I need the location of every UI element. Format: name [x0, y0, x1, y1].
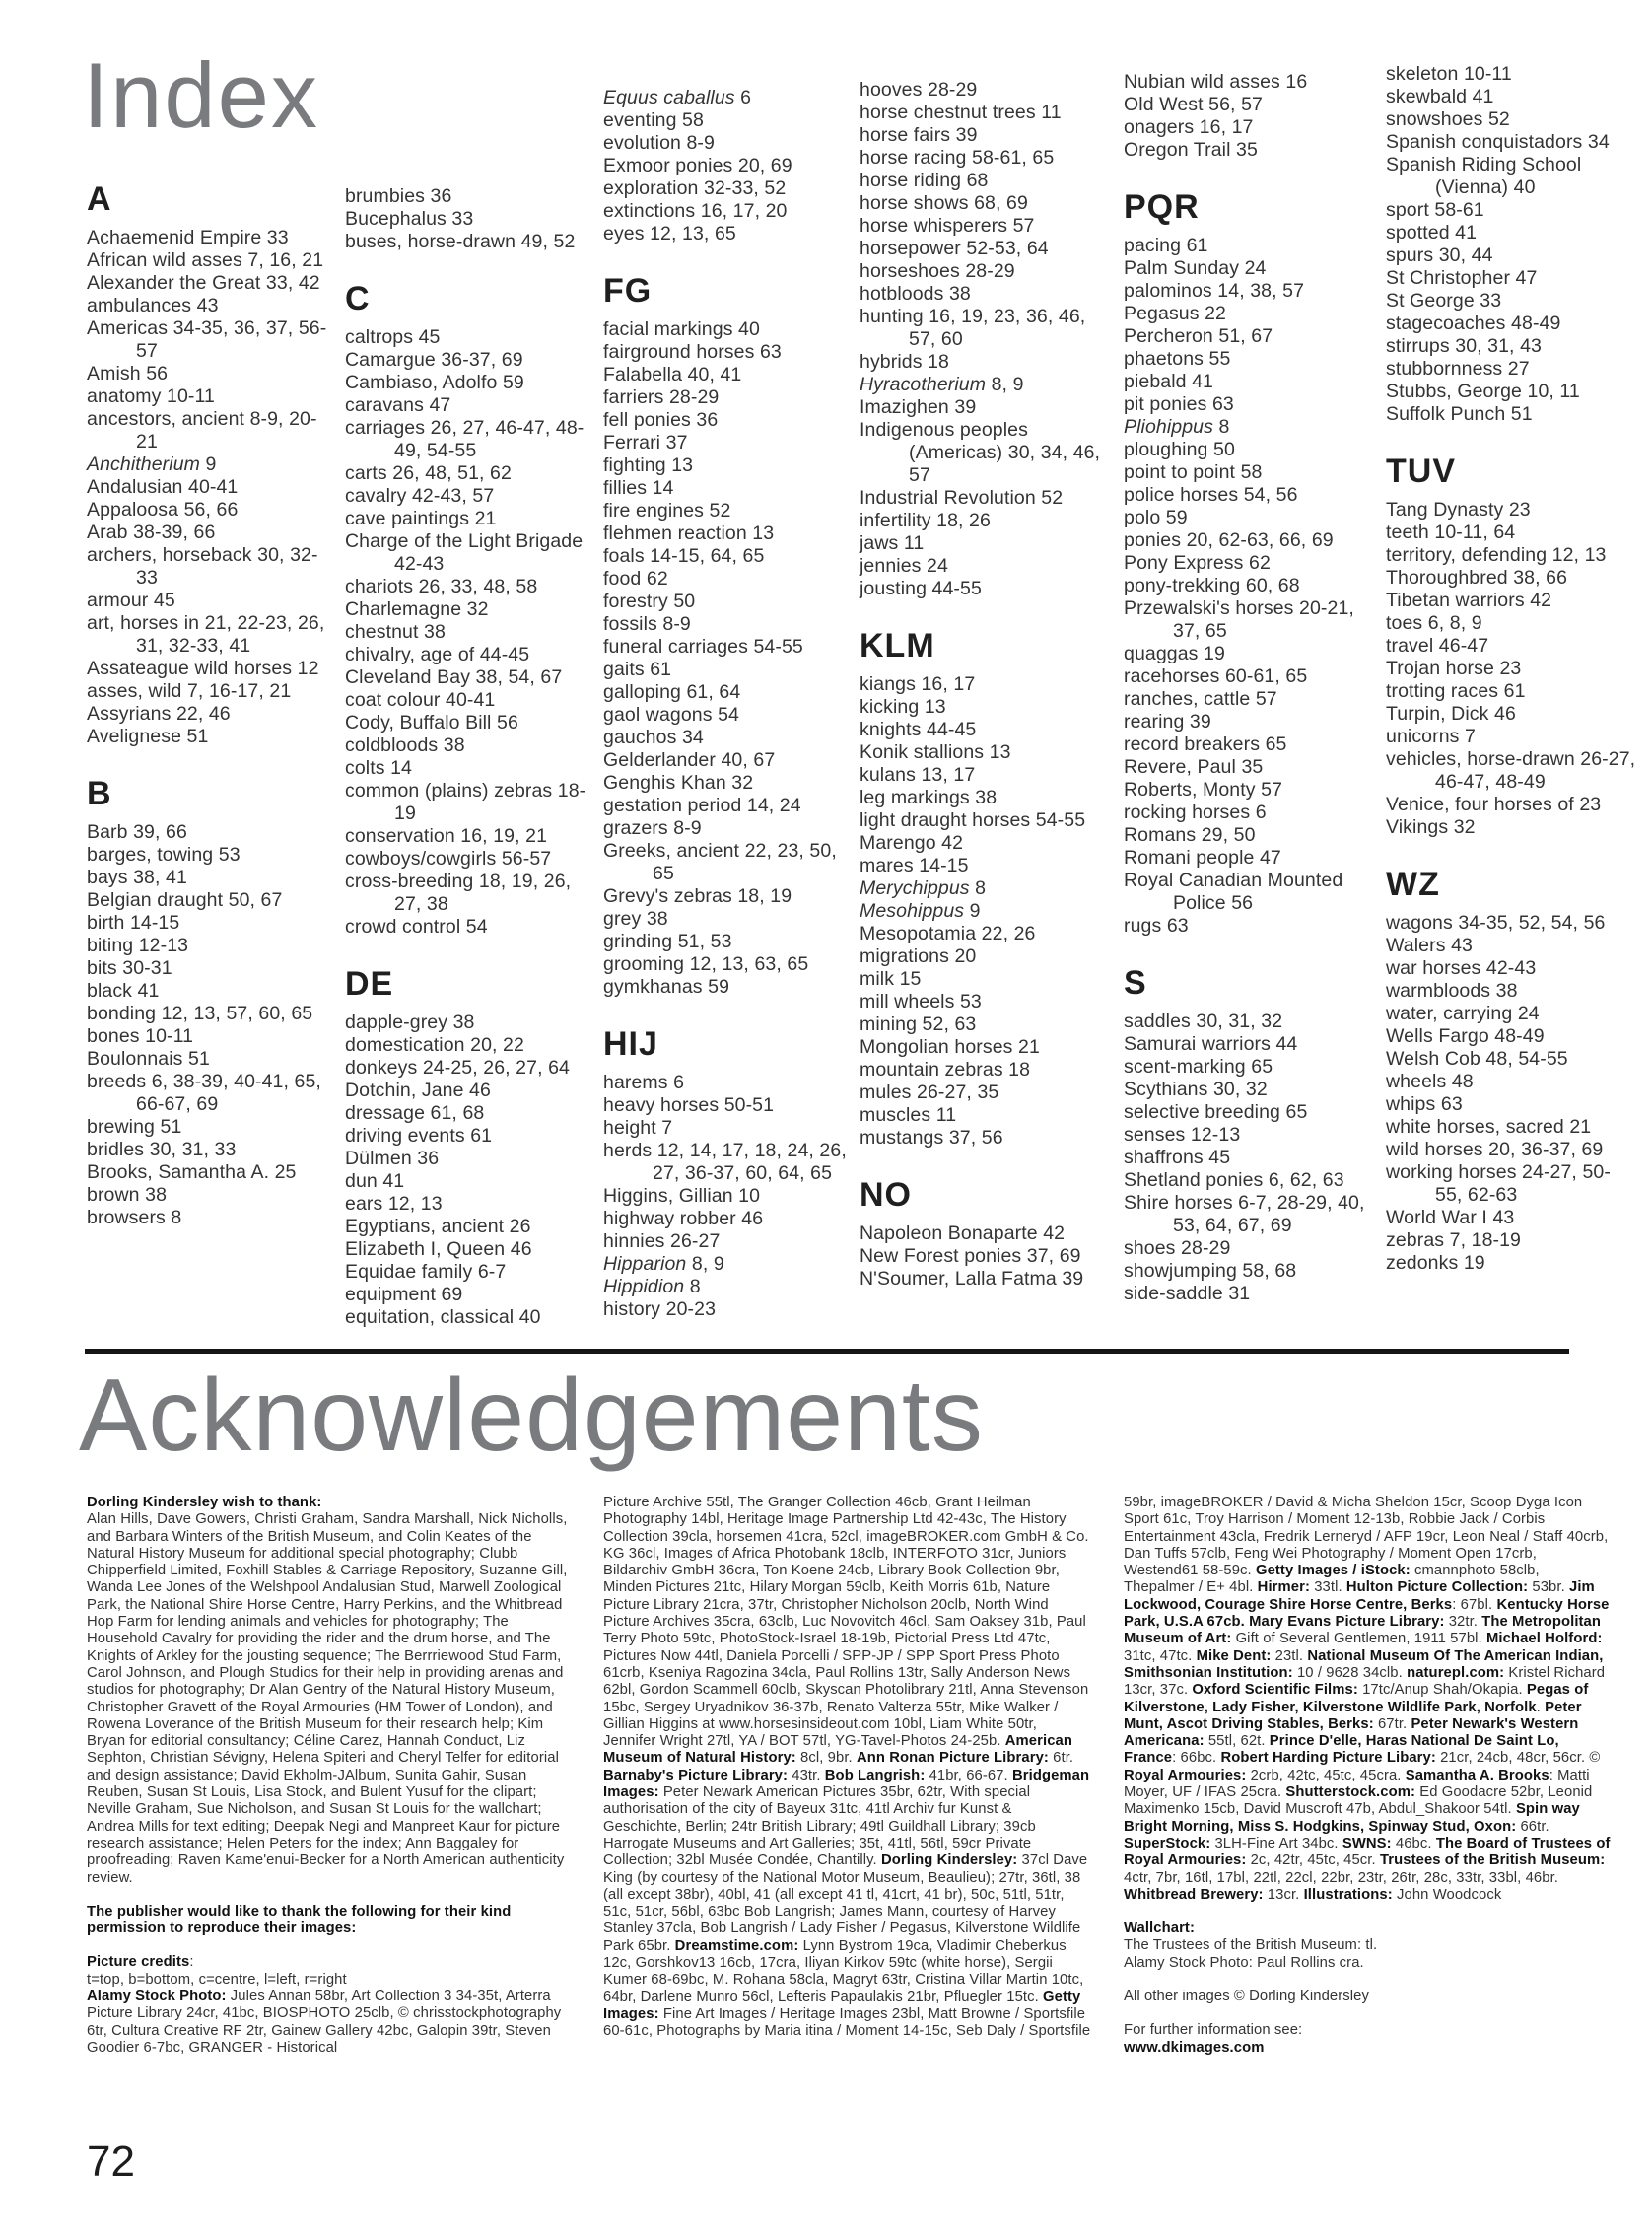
index-entry: zebras 7, 18-19 — [1386, 1229, 1522, 1251]
index-entry: Belgian draught 50, 67 — [87, 889, 283, 911]
index-entry: horse riding 68 — [860, 170, 989, 191]
index-entry: ploughing 50 — [1124, 439, 1235, 460]
index-entry: unicorns 7 — [1386, 726, 1476, 747]
index-entry: Anchitherium 9 — [87, 454, 217, 475]
index-entry: Spanish conquistadors 34 — [1386, 131, 1610, 153]
index-entry: Walers 43 — [1386, 935, 1473, 956]
index-entry: funeral carriages 54-55 — [603, 636, 803, 658]
acknowledgements-column — [87, 1495, 577, 2073]
index-entry: brown 38 — [87, 1184, 168, 1206]
index-entry: Mongolian horses 21 — [860, 1036, 1040, 1058]
ack-paragraph: For further information see: www.dkimages.com — [1124, 2022, 1303, 2056]
index-entry: bonding 12, 13, 57, 60, 65 — [87, 1003, 313, 1024]
index-entry: Amish 56 — [87, 363, 169, 384]
index-entry: bits 30-31 — [87, 957, 172, 979]
index-section-heading: S — [1124, 964, 1147, 1002]
index-entry: equipment 69 — [345, 1284, 463, 1305]
index-entry: warmbloods 38 — [1386, 980, 1518, 1002]
index-entry: Cambiaso, Adolfo 59 — [345, 372, 524, 393]
index-entry: Bucephalus 33 — [345, 208, 474, 230]
index-entry: history 20-23 — [603, 1298, 717, 1320]
index-entry: Marengo 42 — [860, 832, 964, 854]
index-entry: shoes 28-29 — [1124, 1237, 1231, 1259]
index-entry: Exmoor ponies 20, 69 — [603, 155, 792, 176]
index-entry: Ferrari 37 — [603, 432, 688, 454]
index-entry: skeleton 10-11 — [1386, 63, 1512, 85]
ack-paragraph: Picture credits: t=top, b=bottom, c=centre, l=left, r=right Alamy Stock Photo: Jules Annan 58br, Art Collection 3 34-35t, Arterra Picture Library 24cr, 41bc, BIOSPHOTO 25clb, © chrisstockphotography 6tr, Cultura Creative RF 2tr, Gainew Gallery 42bc, Galopin 39tr, Steven Goodier 6-7bc, GRANGER - Historical — [87, 1954, 562, 2056]
index-entry: dapple-grey 38 — [345, 1012, 475, 1033]
index-section-heading: FG — [603, 272, 653, 310]
index-entry: Welsh Cob 48, 54-55 — [1386, 1048, 1568, 1070]
index-entry: bays 38, 41 — [87, 867, 187, 888]
index-entry: trotting races 61 — [1386, 680, 1526, 702]
index-entry: New Forest ponies 37, 69 — [860, 1245, 1081, 1267]
index-entry: ambulances 43 — [87, 295, 219, 316]
index-entry: cave paintings 21 — [345, 508, 497, 529]
index-entry: highway robber 46 — [603, 1208, 764, 1229]
index-entry: Arab 38-39, 66 — [87, 522, 216, 543]
index-entry: armour 45 — [87, 590, 175, 611]
index-entry: rugs 63 — [1124, 915, 1189, 937]
index-entry: gaits 61 — [603, 659, 672, 680]
index-entry: Boulonnais 51 — [87, 1048, 210, 1070]
index-entry: fossils 8-9 — [603, 613, 691, 635]
index-entry: jennies 24 — [860, 555, 948, 577]
index-entry: coldbloods 38 — [345, 734, 465, 756]
index-entry: grinding 51, 53 — [603, 931, 732, 952]
index-entry: St George 33 — [1386, 290, 1502, 312]
index-entry: Greeks, ancient 22, 23, 50, 65 — [603, 840, 837, 884]
index-entry: kulans 13, 17 — [860, 764, 976, 786]
index-entry: hunting 16, 19, 23, 36, 46, 57, 60 — [860, 306, 1086, 350]
index-column — [1124, 71, 1374, 1305]
acknowledgements-column — [603, 1495, 1093, 2058]
index-entry: Barb 39, 66 — [87, 821, 187, 843]
index-entry: Americas 34-35, 36, 37, 56-57 — [87, 317, 327, 362]
index-entry: Pegasus 22 — [1124, 303, 1226, 324]
ack-paragraph: The publisher would like to thank the following for their kind permission to reproduce their images: — [87, 1903, 512, 1937]
index-entry: height 7 — [603, 1117, 673, 1139]
index-entry: caltrops 45 — [345, 326, 441, 348]
index-section-heading: C — [345, 280, 371, 317]
acknowledgements-column — [1124, 1495, 1614, 2073]
index-entry: Trojan horse 23 — [1386, 658, 1522, 679]
index-entry: gymkhanas 59 — [603, 976, 730, 998]
index-entry: facial markings 40 — [603, 318, 760, 340]
index-entry: pony-trekking 60, 68 — [1124, 575, 1300, 596]
index-entry: point to point 58 — [1124, 461, 1263, 483]
index-entry: working horses 24-27, 50-55, 62-63 — [1386, 1161, 1611, 1206]
index-entry: fell ponies 36 — [603, 409, 719, 431]
index-entry: Romani people 47 — [1124, 847, 1281, 869]
index-entry: Camargue 36-37, 69 — [345, 349, 523, 371]
index-entry: caravans 47 — [345, 394, 451, 416]
index-entry: teeth 10-11, 64 — [1386, 522, 1516, 543]
index-entry: hooves 28-29 — [860, 79, 978, 101]
index-entry: Gelderlander 40, 67 — [603, 749, 776, 771]
index-entry: mares 14-15 — [860, 855, 969, 876]
index-entry: Tibetan warriors 42 — [1386, 590, 1552, 611]
index-entry: carts 26, 48, 51, 62 — [345, 462, 512, 484]
index-entry: chivalry, age of 44-45 — [345, 644, 530, 665]
index-entry: grooming 12, 13, 63, 65 — [603, 953, 809, 975]
index-section-heading: DE — [345, 965, 394, 1003]
index-section-heading: HIJ — [603, 1025, 658, 1063]
index-entry: fire engines 52 — [603, 500, 731, 522]
index-entry: wheels 48 — [1386, 1071, 1474, 1092]
index-entry: Spanish Riding School (Vienna) 40 — [1386, 154, 1582, 198]
index-entry: horse chestnut trees 11 — [860, 102, 1062, 123]
index-entry: migrations 20 — [860, 945, 977, 967]
index-entry: carriages 26, 27, 46-47, 48-49, 54-55 — [345, 417, 585, 461]
ack-paragraph: 59br, imageBROKER / David & Micha Sheldon 15cr, Scoop Dyga Icon Sport 61c, Troy Harrison / Moment 12-13b, Robbie Jack / Corbis Entertainment 43cla, Fredrik Lerneryd / AFP 19cr, Leon Neal / Staff 40crb, Dan Tuffs 57clb, Feng Wei Photography / Moment Open 17crb, Westend61 58-59c. Getty Images / iStock: cmannphoto 58clb, Thepalmer / E+ 4bl. Hirmer: 33tl. Hulton Picture Collection: 53br. Jim Lockwood, Courage Shire Horse Centre, Berks: 67bl. Kentucky Horse Park, U.S.A 67cb. Mary Evans Picture Library: 32tr. The Metropolitan Museum of Art: Gift of Several Gentlemen, 1911 57bl. Michael Holford: 31tc, 47tc. Mike Dent: 23tl. National Museum Of The American Indian, Smithsonian Institution: 10 / 9628 34clb. naturepl.com: Kristel Richard 13cr, 37c. Oxford Scientific Films: 17tc/Anup Shah/Okapia. Pegas of Kilverstone, Lady Fisher, Kilverstone Wildlife Park, Norfolk. Peter Munt, Ascot Driving Stables, Berks: 67tr. Peter Newark's Western Americana: 55tl, 62t. Prince D'elle, Haras National De Saint Lo, France: 66bc. Robert Harding Picture Libary: 21cr, 24cb, 48cr, 56cr. © Royal Armouries: 2crb, 42tc, 45tc, 45cra. Samantha A. Brooks: Matti Moyer, UF / IFAS 25cra. Shutterstock.com: Ed Goodacre 52br, Leonid Maximenko 15cb, David Muscroft 47b, Abdul_Shakoor 54tl. Spin way Bright Morning, Miss S. Hodgkins, Spinway Stud, Oxon: 66tr. SuperStock: 3LH-Fine Art 34bc. SWNS: 46bc. The Board of Trustees of Royal Armouries: 2c, 42tr, 45tc, 45cr. Trustees of the British Museum: 4ctr, 7br, 16tl, 17bl, 22tl, 22cl, 22br, 23tr, 26tr, 28c, 33tr, 33bl, 46br. Whitbread Brewery: 13cr. Illustrations: John Woodcock — [1124, 1495, 1611, 1903]
index-entry: chariots 26, 33, 48, 58 — [345, 576, 538, 597]
index-entry: driving events 61 — [345, 1125, 493, 1147]
index-entry: pit ponies 63 — [1124, 393, 1234, 415]
index-entry: flehmen reaction 13 — [603, 523, 775, 544]
index-entry: equitation, classical 40 — [345, 1306, 541, 1328]
index-entry: rocking horses 6 — [1124, 802, 1267, 823]
index-entry: sport 58-61 — [1386, 199, 1484, 221]
index-entry: jousting 44-55 — [860, 578, 982, 599]
index-entry: stubbornness 27 — [1386, 358, 1530, 380]
index-entry: horsepower 52-53, 64 — [860, 238, 1049, 259]
index-entry: ranches, cattle 57 — [1124, 688, 1277, 710]
index-entry: piebald 41 — [1124, 371, 1213, 392]
index-entry: evolution 8-9 — [603, 132, 715, 154]
index-entry: Konik stallions 13 — [860, 741, 1011, 763]
index-entry: mill wheels 53 — [860, 991, 982, 1012]
index-entry: racehorses 60-61, 65 — [1124, 665, 1308, 687]
index-entry: skewbald 41 — [1386, 86, 1494, 107]
index-entry: Industrial Revolution 52 — [860, 487, 1064, 509]
index-entry: Falabella 40, 41 — [603, 364, 742, 385]
index-entry: ears 12, 13 — [345, 1193, 443, 1215]
index-entry: Samurai warriors 44 — [1124, 1033, 1298, 1055]
index-entry: Tang Dynasty 23 — [1386, 499, 1531, 521]
index-entry: travel 46-47 — [1386, 635, 1489, 657]
index-entry: kiangs 16, 17 — [860, 673, 976, 695]
index-entry: Napoleon Bonaparte 42 — [860, 1222, 1066, 1244]
index-entry: horse shows 68, 69 — [860, 192, 1028, 214]
index-entry: infertility 18, 26 — [860, 510, 991, 531]
index-entry: Roberts, Monty 57 — [1124, 779, 1283, 801]
index-entry: polo 59 — [1124, 507, 1188, 528]
index-entry: Percheron 51, 67 — [1124, 325, 1273, 347]
index-column — [603, 87, 854, 1321]
index-entry: chestnut 38 — [345, 621, 446, 643]
index-entry: territory, defending 12, 13 — [1386, 544, 1607, 566]
index-entry: Shetland ponies 6, 62, 63 — [1124, 1169, 1344, 1191]
index-entry: gaol wagons 54 — [603, 704, 740, 726]
index-entry: dun 41 — [345, 1170, 405, 1192]
index-entry: toes 6, 8, 9 — [1386, 612, 1482, 634]
index-entry: brumbies 36 — [345, 185, 452, 207]
page-title: Index — [83, 43, 319, 147]
index-entry: donkeys 24-25, 26, 27, 64 — [345, 1057, 570, 1079]
index-entry: record breakers 65 — [1124, 733, 1287, 755]
index-entry: Equidae family 6-7 — [345, 1261, 507, 1283]
index-entry: ancestors, ancient 8-9, 20-21 — [87, 408, 317, 453]
index-entry: galloping 61, 64 — [603, 681, 741, 703]
index-entry: domestication 20, 22 — [345, 1034, 524, 1056]
ack-paragraph: Picture Archive 55tl, The Granger Collection 46cb, Grant Heilman Photography 14bl, Heritage Image Partnership Ltd 42-43c, The History Collection 39cla, horsemen 41cra, 52cl, imageBROKER.com GmbH & Co. KG 36cl, Images of Africa Photobank 18clb, INTERFOTO 31cr, Juniors Bildarchiv GmbH 36cra, Ton Koene 24cb, Library Book Collection 9br, Minden Pictures 21tc, Hilary Morgan 59clb, Keith Morris 61b, Nature Picture Library 21cra, 37tr, Christopher Nicholson 20clb, North Wind Picture Archives 35cra, 63clb, Luc Novovitch 46cl, Sam Oaksey 31b, Paul Terry Photo 59tc, PhotoStock-Israel 18-19b, Pictorial Press Ltd 47tc, Pictures Now 44tl, Daniela Porcelli / SPP-JP / SPP Sport Press Photo 61crb, Kseniya Ragozina 34cla, Paul Rollins 13tr, Sally Anderson News 62bl, Gordon Scammell 60clb, Skyscan Photolibrary 21tl, Anna Stevenson 15bc, Sergey Uryadnikov 36-37b, Renato Valterza 55tr, Mike Walker / Gillian Higgins at www.horsesinsideout.com 10bl, Liam White 50tr, Jennifer Wright 27tl, YA / BOT 57tl, YG-Tavel-Photos 24-25b. American Museum of Natural History: 8cl, 9br. Ann Ronan Picture Library: 6tr. Barnaby's Picture Library: 43tr. Bob Langrish: 41br, 66-67. Bridgeman Images: Peter Newark American Pictures 35br, 62tr, With special authorisation of the city of Bayeux 31tc, 41tl Archiv fur Kunst & Geschichte, Berlin; 24tr British Library; 49tl Guildhall Library; 39cb Harrogate Museums and Art Galleries; 35t, 41tl, 56tl, 59cr Private Collection; 32bl Musée Condée, Chantilly. Dorling Kindersley: 37cl Dave King (by courtesy of the National Motor Museum, Beaulieu); 27tr, 36tl, 38 (all except 38br), 40bl, 41 (all except 41 tl, 41crt, 41 br), 50c, 51tl, 51tr, 51c, 51cr, 56bl, 63bc Bob Langrish; James Mann, courtesy of Harvey Stanley 37cla, Bob Langrish / Lady Fisher / Pegasus, Kilverstone Wildlife Park 65br. Dreamstime.com: Lynn Bystrom 19ca, Vladimir Cheberkus 12c, Gorshkov13 16cb, 17cra, Iliyan Kirkov 59tc (white horse), Sergii Kumer 68-69bc, M. Rohana 58cla, Magryt 63tr, Cristina Villar Martin 10tc, 64br, Darlene Munro 56cl, Lefteris Papaulakis 21br, Pfluegler 15tc. Getty Images: Fine Art Images / Heritage Images 23bl, Matt Browne / Sportsfile 60-61c, Photographs by Maria itina / Moment 14-15c, Seb Daly / Sportsfile — [603, 1495, 1091, 2040]
index-entry: art, horses in 21, 22-23, 26, 31, 32-33, 41 — [87, 612, 325, 657]
index-entry: Palm Sunday 24 — [1124, 257, 1267, 279]
index-entry: fillies 14 — [603, 477, 674, 499]
index-entry: Charge of the Light Brigade 42-43 — [345, 530, 584, 575]
index-entry: herds 12, 14, 17, 18, 24, 26, 27, 36-37, 60, 64, 65 — [603, 1140, 847, 1184]
index-entry: gestation period 14, 24 — [603, 795, 801, 816]
index-entry: Genghis Khan 32 — [603, 772, 754, 794]
index-entry: eyes 12, 13, 65 — [603, 223, 736, 244]
index-entry: Royal Canadian Mounted Police 56 — [1124, 870, 1343, 914]
index-entry: Appaloosa 56, 66 — [87, 499, 239, 521]
index-entry: gauchos 34 — [603, 727, 704, 748]
index-section-heading: WZ — [1386, 866, 1440, 903]
index-entry: crowd control 54 — [345, 916, 488, 938]
index-entry: harems 6 — [603, 1072, 685, 1093]
index-entry: Imazighen 39 — [860, 396, 977, 418]
index-entry: muscles 11 — [860, 1104, 957, 1126]
index-entry: Achaemenid Empire 33 — [87, 227, 289, 248]
index-entry: barges, towing 53 — [87, 844, 241, 866]
index-entry: water, carrying 24 — [1386, 1003, 1540, 1024]
index-entry: Stubbs, George 10, 11 — [1386, 381, 1580, 402]
index-entry: Romans 29, 50 — [1124, 824, 1256, 846]
index-entry: Old West 56, 57 — [1124, 94, 1263, 115]
index-column — [87, 181, 337, 1229]
index-entry: buses, horse-drawn 49, 52 — [345, 231, 576, 252]
index-entry: Hipparion 8, 9 — [603, 1253, 724, 1275]
index-entry: mountain zebras 18 — [860, 1059, 1031, 1081]
index-entry: N'Soumer, Lalla Fatma 39 — [860, 1268, 1084, 1290]
index-entry: eventing 58 — [603, 109, 704, 131]
index-entry: scent-marking 65 — [1124, 1056, 1273, 1078]
index-entry: grey 38 — [603, 908, 668, 930]
index-entry: asses, wild 7, 16-17, 21 — [87, 680, 292, 702]
index-entry: Assateague wild horses 12 — [87, 658, 319, 679]
index-section-heading: NO — [860, 1176, 912, 1214]
index-entry: Egyptians, ancient 26 — [345, 1216, 531, 1237]
index-entry: war horses 42-43 — [1386, 957, 1537, 979]
index-entry: Hyracotherium 8, 9 — [860, 374, 1024, 395]
index-section-heading: A — [87, 180, 112, 218]
index-entry: hybrids 18 — [860, 351, 949, 373]
index-section-heading: TUV — [1386, 453, 1456, 490]
index-entry: shaffrons 45 — [1124, 1147, 1231, 1168]
index-entry: quaggas 19 — [1124, 643, 1225, 664]
index-entry: palominos 14, 38, 57 — [1124, 280, 1305, 302]
index-entry: World War I 43 — [1386, 1207, 1515, 1228]
index-section-heading: B — [87, 775, 112, 812]
index-entry: jaws 11 — [860, 532, 925, 554]
ack-paragraph: Dorling Kindersley wish to thank: Alan Hills, Dave Gowers, Christi Graham, Sandra Marshall, Nick Nicholls, and Barbara Winters of the British Museum, and Colin Keates of the Natural History Museum for additional special photography; Clubb Chipperfield Limited, Foxhill Stables & Carriage Repository, Suzanne Gill, Wanda Lee Jones of the Welshpool Andalusian Stud, Marwell Zoological Park, the National Shire Horse Centre, Harry Perkins, and the Whitbread Hop Farm for lending animals and vehicles for photography; The Household Cavalry for providing the rider and the drum horse, and The Knights of Arkley for the jousting sequence; The Berrriewood Stud Farm, Carol Johnson, and Plough Studios for their help in providing arenas and studios for photography; Dr Alan Gentry of the Natural History Museum, Christopher Gravett of the Royal Armouries (HM Tower of London), and Rowena Loverance of the British Museum for their research help; Kim Bryan for editorial consultancy; Céline Carez, Hannah Conduct, Liz Sephton, Christian Sévigny, Helena Spiteri and Cheryl Telfer for editorial and design assistance; David Ekholm-JAlbum, Sunita Gahir, Susan Reuben, Susan St Louis, Lisa Stock, and Bulent Yusuf for the clipart; Neville Graham, Sue Nicholson, and Susan St Louis for the wallchart; Andrea Mills for text editing; Deepak Negi and Manpreet Kaur for picture research assistance; Helen Peters for the index; Ann Baggaley for proofreading; Raven Kame'enui-Becker for a North American authenticity review. — [87, 1495, 568, 1886]
index-section-heading: KLM — [860, 627, 935, 664]
index-entry: stirrups 30, 31, 43 — [1386, 335, 1542, 357]
index-entry: Przewalski's horses 20-21, 37, 65 — [1124, 597, 1354, 642]
index-entry: African wild asses 7, 16, 21 — [87, 249, 324, 271]
index-entry: hinnies 26-27 — [603, 1230, 721, 1252]
index-entry: Brooks, Samantha A. 25 — [87, 1161, 297, 1183]
index-entry: rearing 39 — [1124, 711, 1211, 733]
acknowledgements-title: Acknowledgements — [79, 1359, 984, 1473]
index-entry: Turpin, Dick 46 — [1386, 703, 1516, 725]
index-entry: cross-breeding 18, 19, 26, 27, 38 — [345, 871, 572, 915]
index-entry: milk 15 — [860, 968, 922, 990]
index-entry: horseshoes 28-29 — [860, 260, 1015, 282]
index-entry: showjumping 58, 68 — [1124, 1260, 1297, 1282]
ack-paragraph: All other images © Dorling Kindersley — [1124, 1989, 1369, 2005]
index-entry: horse racing 58-61, 65 — [860, 147, 1055, 169]
index-entry: common (plains) zebras 18-19 — [345, 780, 586, 824]
index-entry: conservation 16, 19, 21 — [345, 825, 548, 847]
index-column — [860, 79, 1110, 1291]
index-entry: selective breeding 65 — [1124, 1101, 1308, 1123]
index-entry: light draught horses 54-55 — [860, 809, 1086, 831]
index-entry: horse fairs 39 — [860, 124, 978, 146]
index-entry: Elizabeth I, Queen 46 — [345, 1238, 532, 1260]
index-entry: Oregon Trail 35 — [1124, 139, 1258, 161]
index-entry: Scythians 30, 32 — [1124, 1079, 1268, 1100]
index-entry: mustangs 37, 56 — [860, 1127, 1003, 1149]
index-entry: Hippidion 8 — [603, 1276, 701, 1297]
index-entry: cavalry 42-43, 57 — [345, 485, 495, 507]
index-section-heading: PQR — [1124, 188, 1200, 226]
index-entry: onagers 16, 17 — [1124, 116, 1254, 138]
index-entry: Grevy's zebras 18, 19 — [603, 885, 792, 907]
index-entry: hotbloods 38 — [860, 283, 971, 305]
index-entry: Dotchin, Jane 46 — [345, 1080, 491, 1101]
index-entry: exploration 32-33, 52 — [603, 177, 787, 199]
index-entry: Indigenous peoples (Americas) 30, 34, 46, 57 — [860, 419, 1101, 486]
index-entry: Alexander the Great 33, 42 — [87, 272, 320, 294]
index-entry: horse whisperers 57 — [860, 215, 1035, 237]
index-entry: Vikings 32 — [1386, 816, 1476, 838]
index-entry: breeds 6, 38-39, 40-41, 65, 66-67, 69 — [87, 1071, 321, 1115]
index-entry: Avelignese 51 — [87, 726, 209, 747]
index-entry: Charlemagne 32 — [345, 598, 489, 620]
index-entry: forestry 50 — [603, 591, 696, 612]
index-entry: anatomy 10-11 — [87, 385, 215, 407]
index-entry: Merychippus 8 — [860, 877, 987, 899]
ack-paragraph: Wallchart: The Trustees of the British Museum: tl. Alamy Stock Photo: Paul Rollins cra. — [1124, 1920, 1378, 1971]
index-entry: whips 63 — [1386, 1093, 1463, 1115]
index-entry: wild horses 20, 36-37, 69 — [1386, 1139, 1604, 1160]
index-entry: Revere, Paul 35 — [1124, 756, 1264, 778]
index-entry: birth 14-15 — [87, 912, 180, 934]
index-entry: Wells Fargo 48-49 — [1386, 1025, 1545, 1047]
index-entry: snowshoes 52 — [1386, 108, 1510, 130]
index-entry: coat colour 40-41 — [345, 689, 496, 711]
index-entry: St Christopher 47 — [1386, 267, 1538, 289]
index-entry: spurs 30, 44 — [1386, 244, 1493, 266]
index-entry: Suffolk Punch 51 — [1386, 403, 1533, 425]
index-entry: brewing 51 — [87, 1116, 182, 1138]
index-entry: browsers 8 — [87, 1207, 182, 1228]
index-entry: Mesohippus 9 — [860, 900, 981, 922]
index-entry: kicking 13 — [860, 696, 946, 718]
index-entry: black 41 — [87, 980, 160, 1002]
index-entry: Higgins, Gillian 10 — [603, 1185, 761, 1207]
index-entry: Dülmen 36 — [345, 1148, 440, 1169]
index-entry: Equus caballus 6 — [603, 87, 752, 108]
index-entry: Pliohippus 8 — [1124, 416, 1230, 438]
index-entry: zedonks 19 — [1386, 1252, 1485, 1274]
index-entry: Thoroughbred 38, 66 — [1386, 567, 1568, 589]
index-entry: extinctions 16, 17, 20 — [603, 200, 788, 222]
index-entry: police horses 54, 56 — [1124, 484, 1298, 506]
index-entry: dressage 61, 68 — [345, 1102, 485, 1124]
index-column — [345, 185, 595, 1329]
index-entry: archers, horseback 30, 32-33 — [87, 544, 318, 589]
index-entry: bones 10-11 — [87, 1025, 194, 1047]
index-entry: Pony Express 62 — [1124, 552, 1271, 574]
index-entry: fighting 13 — [603, 454, 694, 476]
index-entry: grazers 8-9 — [603, 817, 702, 839]
index-entry: knights 44-45 — [860, 719, 977, 740]
index-entry: Assyrians 22, 46 — [87, 703, 231, 725]
index-entry: biting 12-13 — [87, 935, 189, 956]
index-entry: ponies 20, 62-63, 66, 69 — [1124, 529, 1334, 551]
index-entry: leg markings 38 — [860, 787, 998, 808]
index-entry: pacing 61 — [1124, 235, 1208, 256]
index-entry: senses 12-13 — [1124, 1124, 1241, 1146]
index-entry: fairground horses 63 — [603, 341, 782, 363]
index-entry: side-saddle 31 — [1124, 1283, 1251, 1304]
index-column — [1386, 63, 1636, 1275]
index-entry: wagons 34-35, 52, 54, 56 — [1386, 912, 1606, 934]
index-entry: stagecoaches 48-49 — [1386, 313, 1561, 334]
index-entry: phaetons 55 — [1124, 348, 1231, 370]
section-divider — [85, 1349, 1569, 1354]
page-number: 72 — [87, 2137, 135, 2186]
index-entry: saddles 30, 31, 32 — [1124, 1011, 1283, 1032]
index-entry: bridles 30, 31, 33 — [87, 1139, 237, 1160]
index-entry: Cody, Buffalo Bill 56 — [345, 712, 518, 733]
index-entry: mining 52, 63 — [860, 1013, 977, 1035]
index-entry: spotted 41 — [1386, 222, 1478, 244]
index-entry: foals 14-15, 64, 65 — [603, 545, 765, 567]
index-entry: white horses, sacred 21 — [1386, 1116, 1592, 1138]
index-entry: farriers 28-29 — [603, 386, 720, 408]
index-entry: Venice, four horses of 23 — [1386, 794, 1602, 815]
index-entry: Cleveland Bay 38, 54, 67 — [345, 666, 563, 688]
index-entry: vehicles, horse-drawn 26-27, 46-47, 48-49 — [1386, 748, 1636, 793]
index-entry: food 62 — [603, 568, 668, 590]
index-entry: Andalusian 40-41 — [87, 476, 239, 498]
index-entry: heavy horses 50-51 — [603, 1094, 775, 1116]
index-entry: cowboys/cowgirls 56-57 — [345, 848, 552, 870]
index-entry: Mesopotamia 22, 26 — [860, 923, 1036, 944]
index-entry: Shire horses 6-7, 28-29, 40, 53, 64, 67, 69 — [1124, 1192, 1365, 1236]
index-entry: Nubian wild asses 16 — [1124, 71, 1308, 93]
index-entry: mules 26-27, 35 — [860, 1082, 999, 1103]
index-entry: colts 14 — [345, 757, 413, 779]
